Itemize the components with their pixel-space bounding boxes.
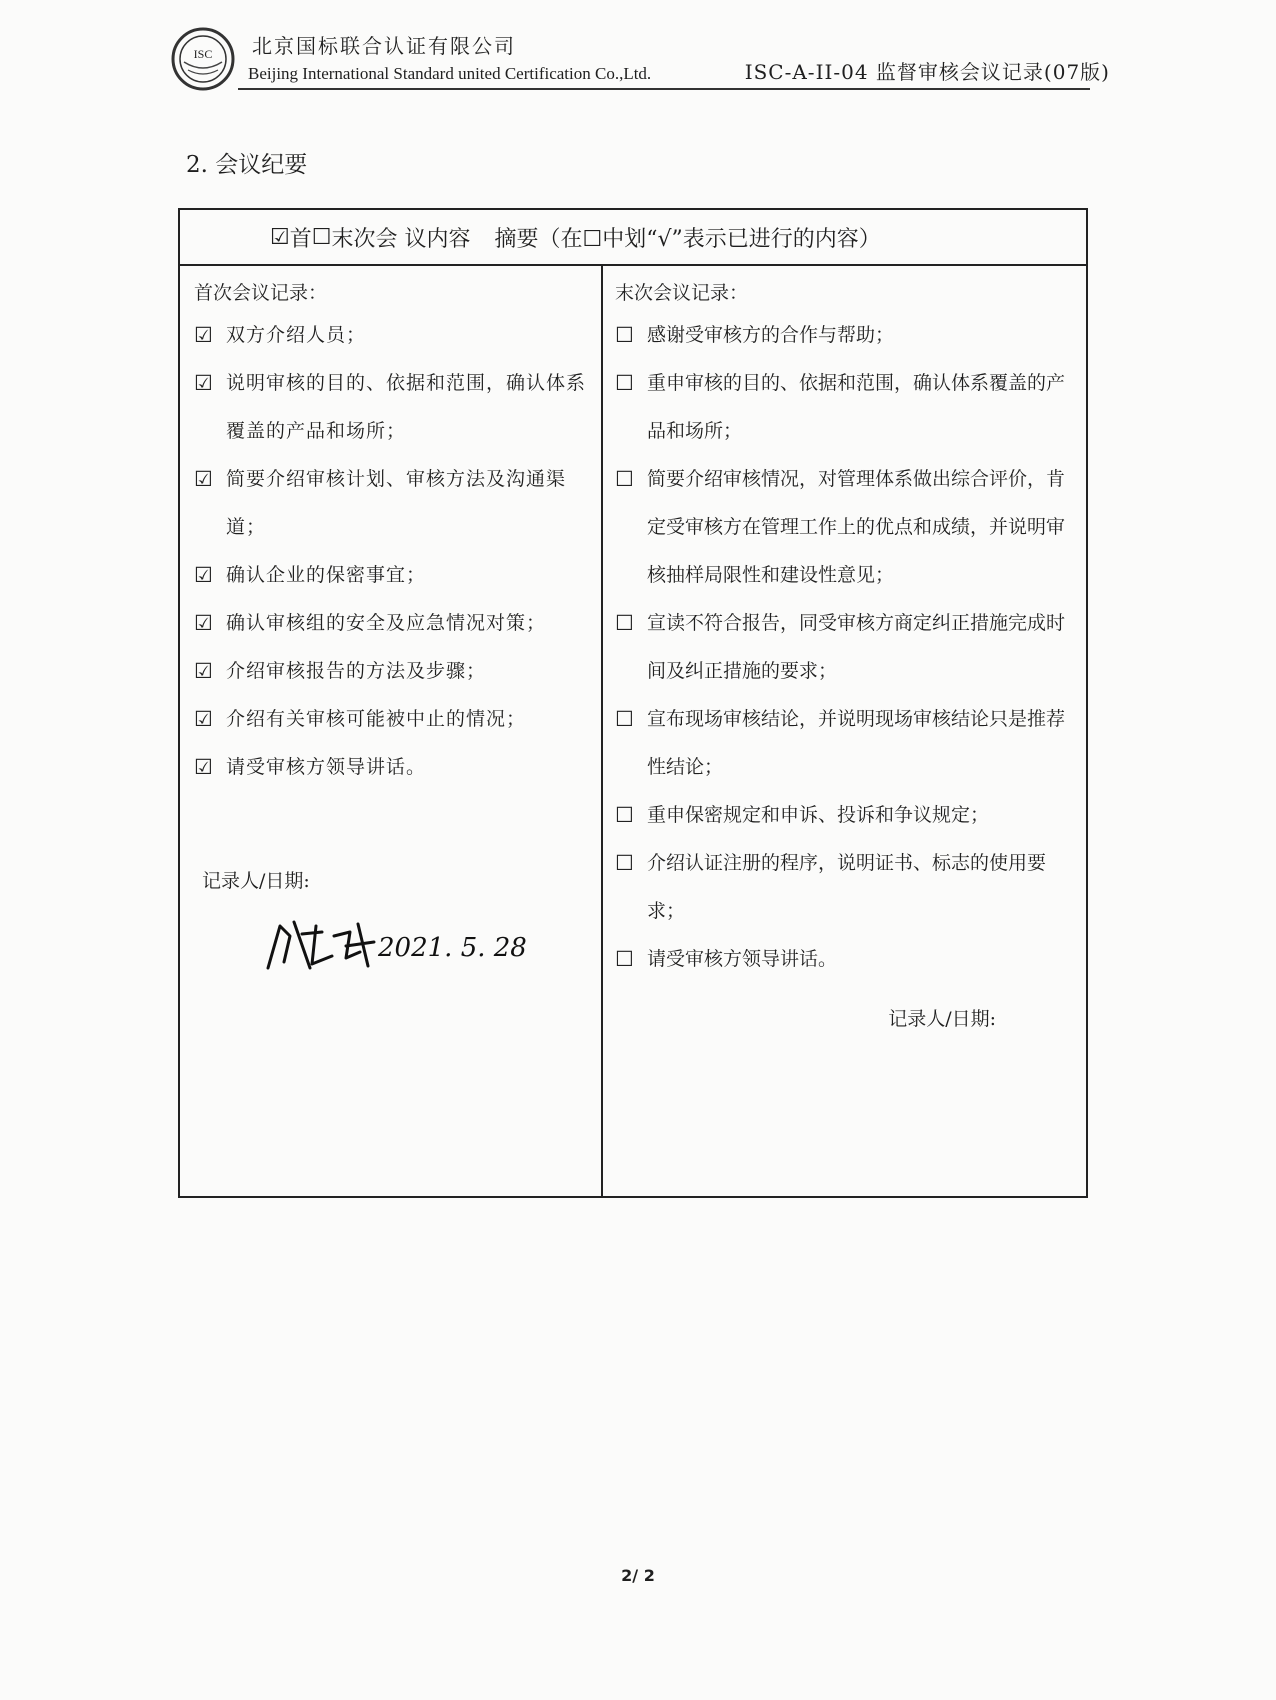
first-meeting-label: 首 <box>289 226 312 252</box>
header-divider <box>238 88 1090 90</box>
checklist-item <box>194 551 591 599</box>
checklist-item <box>194 599 591 647</box>
checklist-item <box>194 311 591 359</box>
final-recorder-label: 记录人/日期: <box>888 1008 996 1030</box>
first-meeting-column <box>180 266 603 1196</box>
checked-box-icon[interactable]: ☑ <box>194 323 213 347</box>
final-meeting-column <box>603 266 1086 1196</box>
content-label: 议内容 <box>404 226 471 252</box>
checklist-item-text: 确认审核组的安全及应急情况对策； <box>226 612 547 634</box>
checklist-item-text: 感谢受审核方的合作与帮助； <box>647 324 895 346</box>
checklist-item-text: 确认企业的保密事宜； <box>226 564 427 586</box>
first-recorder-label: 记录人/日期: <box>202 870 310 892</box>
checklist-item-text: 宣布现场审核结论，并说明现场审核结论只是推荐性结论； <box>647 708 1066 778</box>
checked-box-icon[interactable]: ☑ <box>194 371 213 395</box>
checked-box-icon[interactable]: ☑ <box>194 707 213 731</box>
document-code: ISC-A-II-04 监督审核会议记录(07版) <box>744 60 1110 84</box>
checklist-item <box>194 455 591 551</box>
checklist-item-text: 请受审核方领导讲话。 <box>647 948 838 970</box>
company-name-en: Beijing International Standard united Certification Co.,Ltd. <box>248 64 652 83</box>
checklist-item <box>194 743 591 791</box>
signature-date: 2021. 5. 28 <box>378 933 527 963</box>
form-header <box>180 210 1086 266</box>
checked-box-icon[interactable]: ☑ <box>194 659 213 683</box>
checklist-item-text: 说明审核的目的、依据和范围，确认体系覆盖的产品和场所； <box>226 372 587 442</box>
checklist-item-text: 简要介绍审核情况，对管理体系做出综合评价，肯定受审核方在管理工作上的优点和成绩，并说明审核抽样局限性和建设性意见； <box>647 468 1066 586</box>
checklist-item-text: 宣读不符合报告，同受审核方商定纠正措施完成时间及纠正措施的要求； <box>647 612 1066 682</box>
unchecked-box-icon[interactable]: ☐ <box>615 611 634 635</box>
checked-box-icon[interactable]: ☑ <box>194 563 213 587</box>
unchecked-box-icon[interactable]: ☐ <box>615 803 634 827</box>
checklist-item <box>615 359 1076 455</box>
page-number: 2/ 2 <box>621 1566 655 1585</box>
checklist-item <box>615 455 1076 599</box>
checklist-item <box>615 311 1076 359</box>
checklist-item-text: 简要介绍审核计划、审核方法及沟通渠道； <box>226 468 567 538</box>
checklist-item <box>615 599 1076 695</box>
summary-label: 摘要（在☐中划“√”表示已进行的内容） <box>494 226 881 252</box>
checklist-item-text: 介绍有关审核可能被中止的情况； <box>226 708 527 730</box>
checklist-item-text: 请受审核方领导讲话。 <box>226 756 427 778</box>
meeting-form <box>178 208 1088 1198</box>
checklist-item <box>194 695 591 743</box>
isc-logo-icon <box>170 26 236 92</box>
checked-box-icon[interactable]: ☑ <box>194 467 213 491</box>
unchecked-box-icon[interactable]: ☐ <box>615 467 634 491</box>
checklist-item <box>194 359 591 455</box>
company-name-cn: 北京国标联合认证有限公司 <box>252 34 516 58</box>
svg-text:ISC: ISC <box>193 47 213 61</box>
handwritten-signature <box>250 906 550 986</box>
checklist-item <box>615 695 1076 791</box>
form-body <box>180 266 1086 1196</box>
section-title: 2. 会议纪要 <box>186 152 308 178</box>
checklist-item-text: 重申审核的目的、依据和范围，确认体系覆盖的产品和场所； <box>647 372 1066 442</box>
checklist-item-text: 介绍审核报告的方法及步骤； <box>226 660 487 682</box>
final-meeting-title: 末次会议记录： <box>615 282 749 304</box>
final-meeting-label: 末次会 <box>331 226 398 252</box>
checklist-item <box>194 647 591 695</box>
checked-box-icon[interactable]: ☑ <box>194 611 213 635</box>
first-meeting-title: 首次会议记录： <box>194 282 328 304</box>
unchecked-box-icon[interactable]: ☐ <box>615 707 634 731</box>
checked-box-icon[interactable]: ☑ <box>194 755 213 779</box>
checklist-item <box>615 839 1076 935</box>
checklist-item-text: 重申保密规定和申诉、投诉和争议规定； <box>647 804 990 826</box>
unchecked-box-icon[interactable]: ☐ <box>615 851 634 875</box>
unchecked-box-icon[interactable]: ☐ <box>615 947 634 971</box>
first-meeting-items <box>194 311 591 791</box>
final-meeting-items <box>615 311 1076 983</box>
final-meeting-checkbox[interactable]: ☐ <box>311 224 332 250</box>
checklist-item <box>615 935 1076 983</box>
checklist-item <box>615 791 1076 839</box>
document-header <box>170 26 1110 96</box>
checklist-item-text: 双方介绍人员； <box>226 324 367 346</box>
checklist-item-text: 介绍认证注册的程序，说明证书、标志的使用要求； <box>647 852 1047 922</box>
first-meeting-checkbox[interactable]: ☑ <box>270 224 290 250</box>
unchecked-box-icon[interactable]: ☐ <box>615 371 634 395</box>
unchecked-box-icon[interactable]: ☐ <box>615 323 634 347</box>
